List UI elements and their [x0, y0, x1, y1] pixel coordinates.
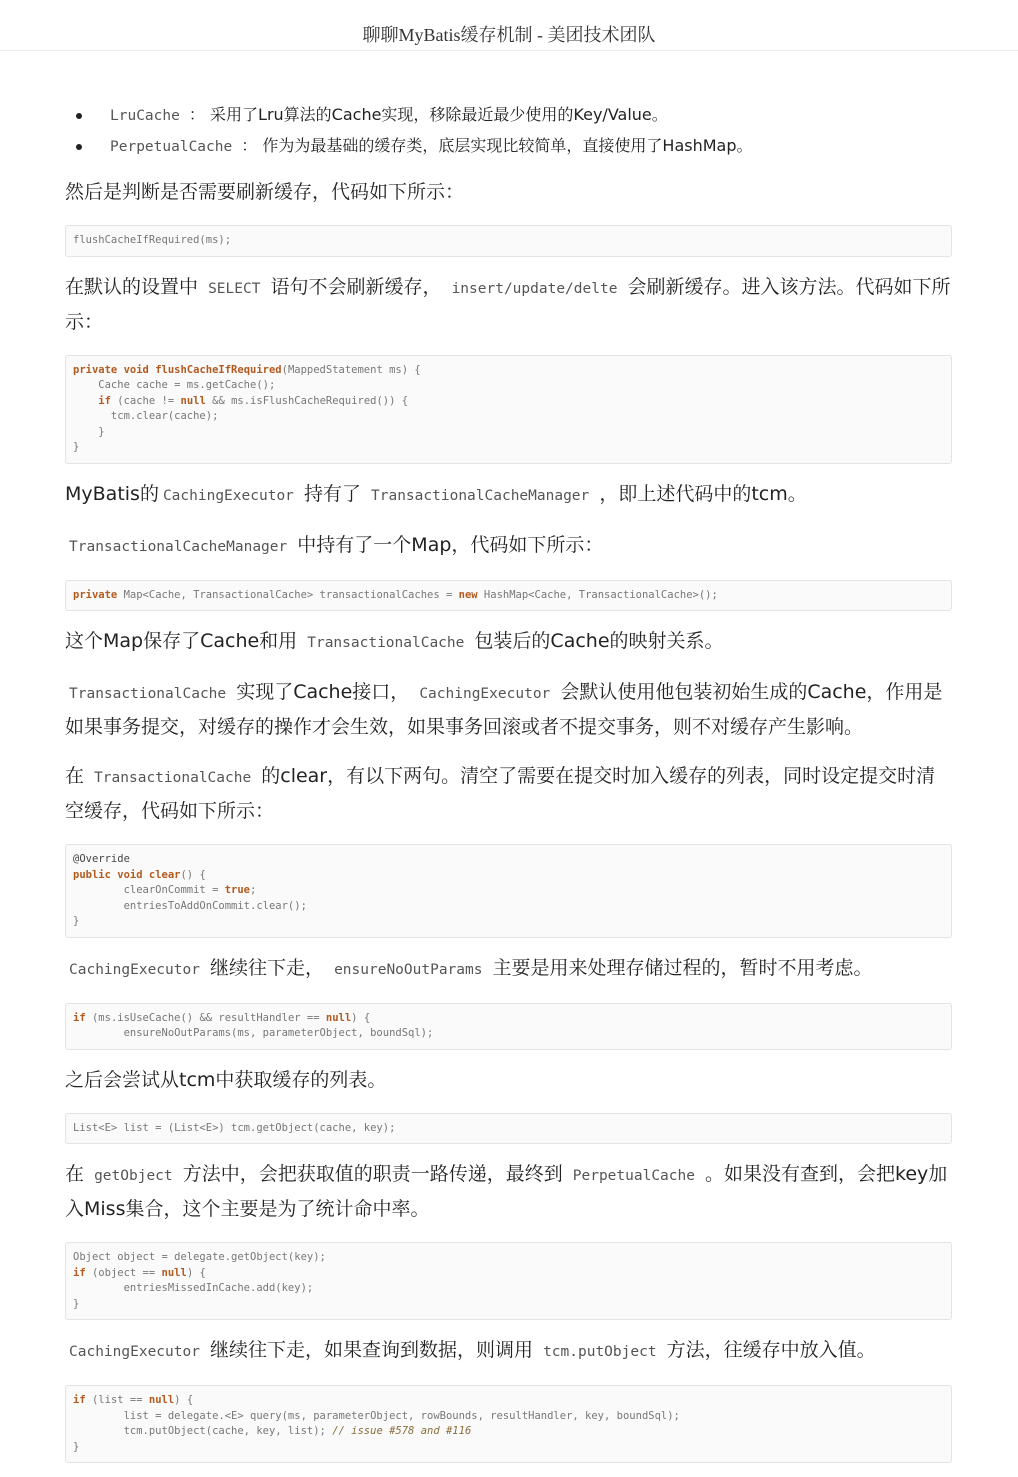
code-block: List<E> list = (List<E>) tcm.getObject(cache, key);	[65, 1113, 952, 1145]
article-body	[65, 100, 952, 1477]
inline-code: SELECT	[208, 280, 261, 297]
list-item: LruCache ： 采用了Lru算法的Cache实现，移除最近最少使用的Key/Value。	[65, 100, 952, 131]
inline-code: insert/update/delte	[451, 280, 618, 297]
inline-code: ensureNoOutParams	[334, 961, 483, 978]
code-block: @Override public void clear() { clearOnCommit = true; entriesToAddOnCommit.clear(); }	[65, 844, 952, 938]
code-block: flushCacheIfRequired(ms);	[65, 225, 952, 257]
inline-code: TransactionalCache	[94, 770, 252, 786]
page-header	[0, 0, 1018, 51]
inline-code: TransactionalCacheManager	[371, 487, 590, 504]
code-block: private Map<Cache, TransactionalCache> transactionalCaches = new HashMap<Cache, TransactionalCache>();	[65, 580, 952, 612]
paragraph: 在 getObject 方法中，会把获取值的职责一路传递，最终到 PerpetualCache 。如果没有查到，会把key加入Miss集合，这个主要是为了统计命中率。	[65, 1163, 948, 1220]
cache-type-list	[65, 100, 952, 162]
list-item: PerpetualCache ： 作为为最基础的缓存类，底层实现比较简单，直接使用了HashMap。	[65, 131, 952, 162]
code-block: private void flushCacheIfRequired(MappedStatement ms) { Cache cache = ms.getCache(); if (cache != null && ms.isFlushCacheRequired()) { tcm.clear(cache); } }	[65, 355, 952, 464]
inline-code: TransactionalCacheManager	[69, 538, 288, 555]
inline-code: TransactionalCache	[69, 686, 227, 702]
inline-code: LruCache	[110, 108, 180, 124]
paragraph: TransactionalCache 实现了Cache接口， CachingExecutor 会默认使用他包装初始生成的Cache，作用是如果事务提交，对缓存的操作才会生效，如果事务回滚或者不提交事务，则不对缓存产生影响。	[65, 681, 943, 738]
inline-code: CachingExecutor	[419, 686, 551, 702]
inline-code: getObject	[94, 1168, 173, 1184]
paragraph: TransactionalCacheManager 中持有了一个Map，代码如下所示：	[65, 529, 952, 564]
code-block: if (ms.isUseCache() && resultHandler == null) { ensureNoOutParams(ms, parameterObject, boundSql);	[65, 1003, 952, 1050]
paragraph: 之后会尝试从tcm中获取缓存的列表。	[65, 1068, 387, 1091]
inline-code: PerpetualCache	[110, 139, 233, 155]
paragraph: 然后是判断是否需要刷新缓存，代码如下所示：	[65, 181, 465, 203]
inline-code: PerpetualCache	[572, 1168, 695, 1184]
paragraph: CachingExecutor 继续往下走， ensureNoOutParams 主要是用来处理存储过程的，暂时不用考虑。	[65, 952, 952, 987]
page-title: 聊聊MyBatis缓存机制 - 美团技术团队	[362, 25, 656, 45]
inline-code: CachingExecutor	[69, 961, 200, 978]
code-block: Object object = delegate.getObject(key); if (object == null) { entriesMissedInCache.add(key); }	[65, 1242, 952, 1320]
inline-code: tcm.putObject	[543, 1344, 657, 1360]
paragraph: 这个Map保存了Cache和用 TransactionalCache 包装后的Cache的映射关系。	[65, 630, 724, 652]
inline-code: CachingExecutor	[162, 487, 294, 504]
inline-code: TransactionalCache	[307, 635, 465, 651]
code-block: if (list == null) { list = delegate.<E> query(ms, parameterObject, rowBounds, resultHandler, key, boundSql); tcm.putObject(cache, key, list); // issue #578 and #116 }	[65, 1385, 952, 1463]
paragraph: 在默认的设置中 SELECT 语句不会刷新缓存， insert/update/delte 会刷新缓存。进入该方法。代码如下所示：	[65, 275, 951, 333]
inline-code: CachingExecutor	[69, 1344, 200, 1360]
paragraph: MyBatis的 CachingExecutor 持有了 TransactionalCacheManager ，即上述代码中的tcm。	[65, 482, 807, 505]
paragraph: CachingExecutor 继续往下走，如果查询到数据，则调用 tcm.putObject 方法，往缓存中放入值。	[65, 1334, 952, 1369]
paragraph: 在 TransactionalCache 的clear，有以下两句。清空了需要在提交时加入缓存的列表，同时设定提交时清空缓存，代码如下所示：	[65, 765, 936, 822]
